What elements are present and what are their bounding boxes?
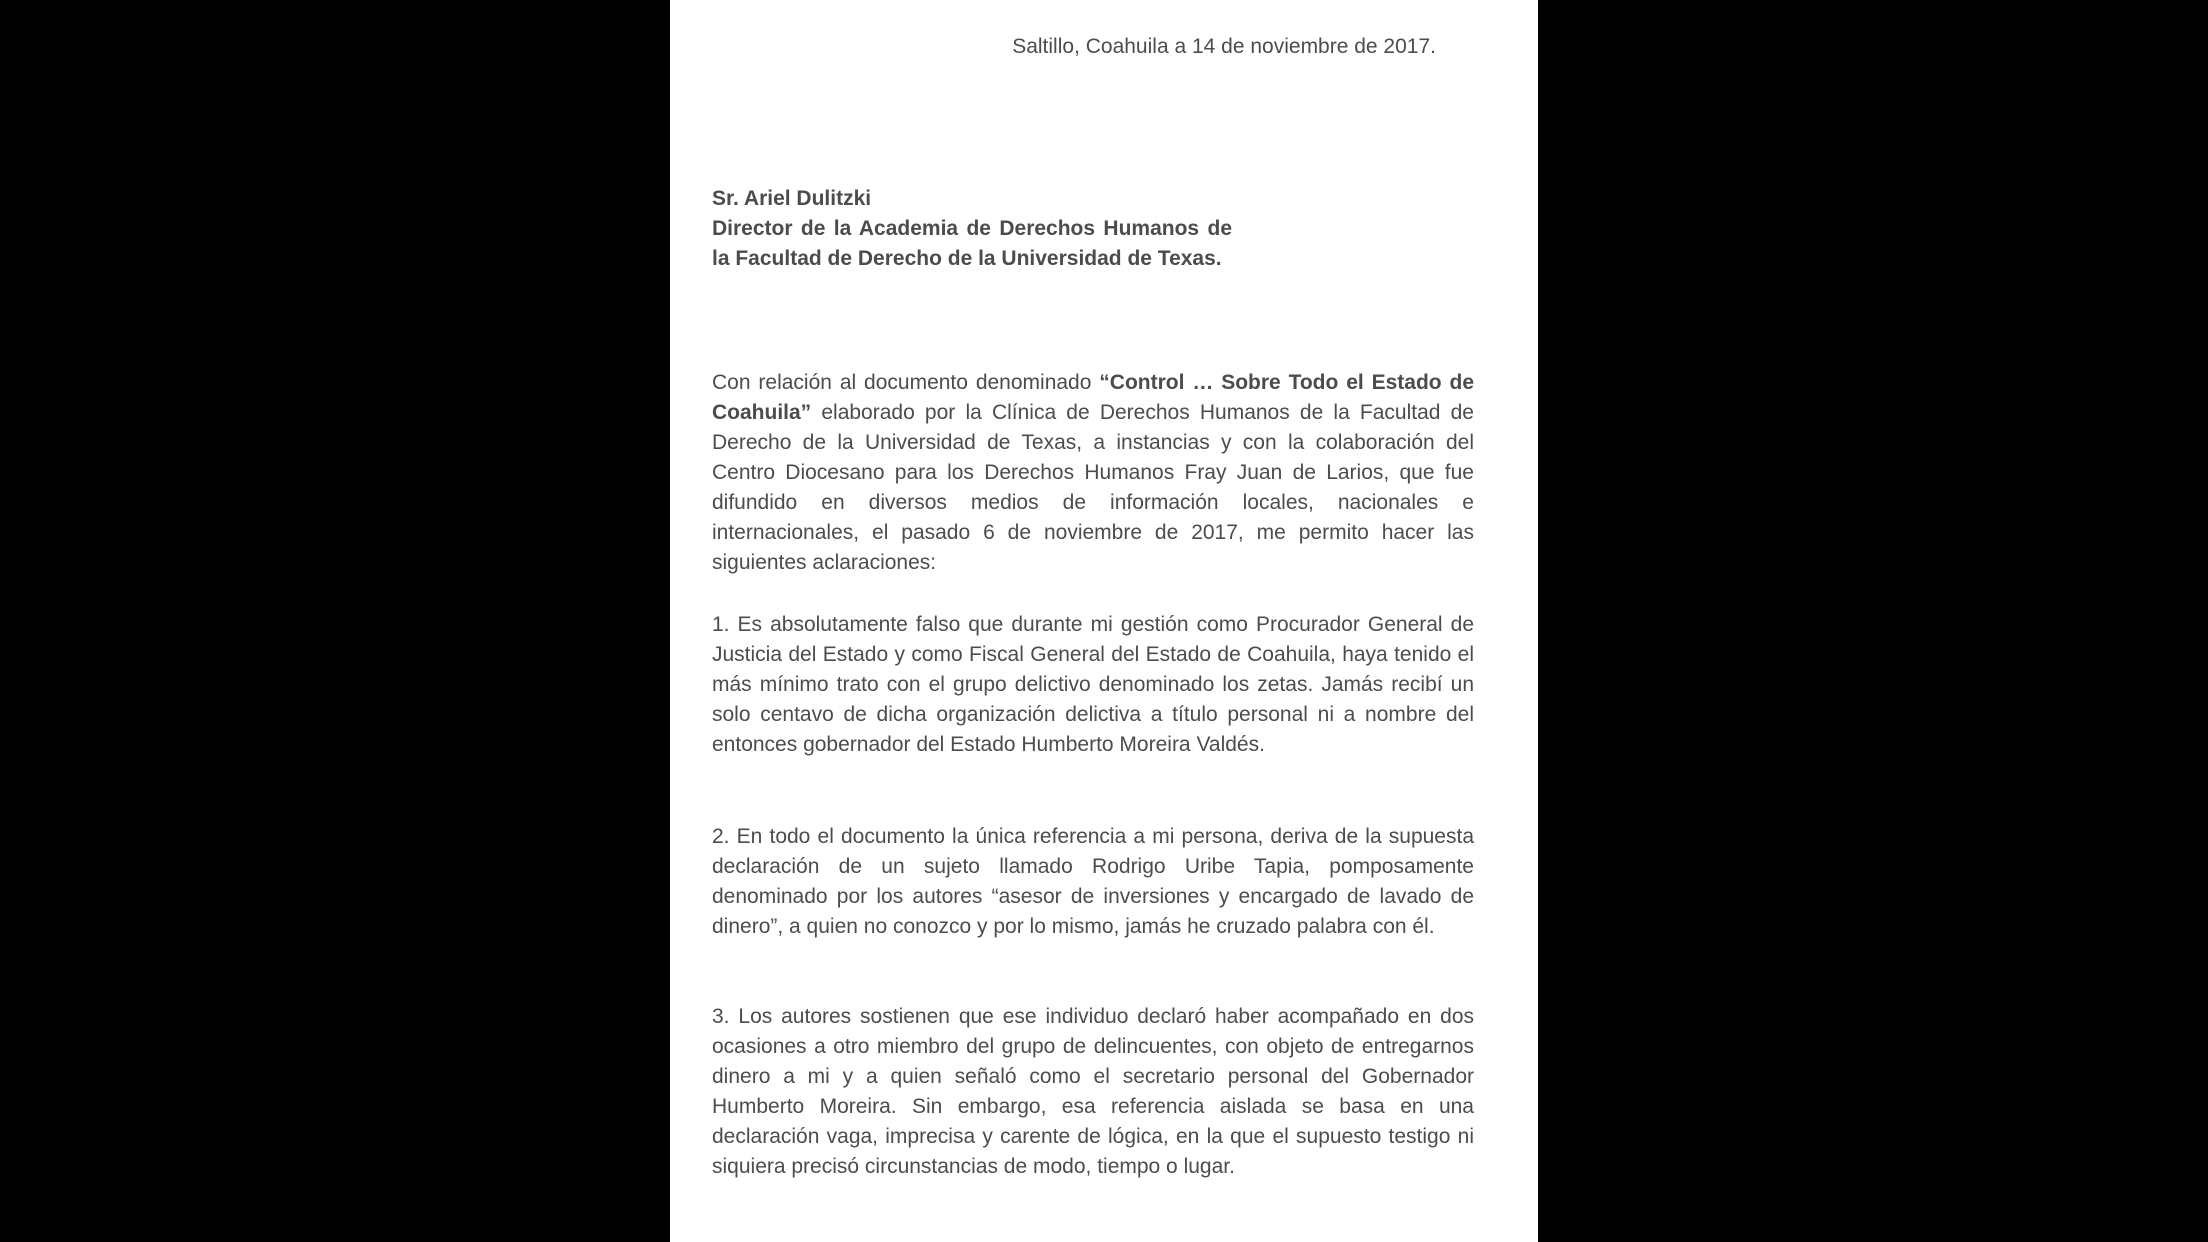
- letter-page: [670, 0, 1538, 1242]
- recipient-block: [712, 184, 1232, 274]
- intro-paragraph: [712, 368, 1474, 578]
- point-paragraph-3: 3. Los autores sostienen que ese individuo declaró haber acompañado en dos ocasiones a otro miembro del grupo de delincuentes, con objeto de entregarnos dinero a mi y a quien señaló como el secretario personal del Gobernador Humberto Moreira. Sin embargo, esa referencia aislada se basa en una declaración vaga, imprecisa y carente de lógica, en la que el supuesto testigo ni siquiera precisó circunstancias de modo, tiempo o lugar.: [712, 1005, 1474, 1178]
- recipient-title: Director de la Academia de Derechos Humanos de la Facultad de Derecho de la Universidad de Texas.: [712, 217, 1232, 270]
- intro-text-post: elaborado por la Clínica de Derechos Humanos de la Facultad de Derecho de la Universidad de Texas, a instancias y con la colaboración del Centro Diocesano para los Derechos Humanos Fray Juan de Larios, que fue difundido en diversos medios de información locales, nacionales e internacionales, el pasado 6 de noviembre de 2017, me permito hacer las siguientes aclaraciones:: [712, 401, 1474, 574]
- point-paragraph-2: 2. En todo el documento la única referencia a mi persona, deriva de la supuesta declaración de un sujeto llamado Rodrigo Uribe Tapia, pomposamente denominado por los autores “asesor de inversiones y encargado de lavado de dinero”, a quien no conozco y por lo mismo, jamás he cruzado palabra con él.: [712, 825, 1474, 938]
- point-paragraph-1: 1. Es absolutamente falso que durante mi gestión como Procurador General de Justicia del Estado y como Fiscal General del Estado de Coahuila, haya tenido el más mínimo trato con el grupo delictivo denominado los zetas. Jamás recibí un solo centavo de dicha organización delictiva a título personal ni a nombre del entonces gobernador del Estado Humberto Moreira Valdés.: [712, 613, 1474, 756]
- document-title-quote: “Control … Sobre Todo el Estado de Coahuila”: [712, 371, 1474, 424]
- date-line: Saltillo, Coahuila a 14 de noviembre de 2017.: [1012, 35, 1436, 58]
- intro-text-pre: Con relación al documento denominado: [712, 371, 1100, 394]
- recipient-name: Sr. Ariel Dulitzki: [712, 187, 872, 210]
